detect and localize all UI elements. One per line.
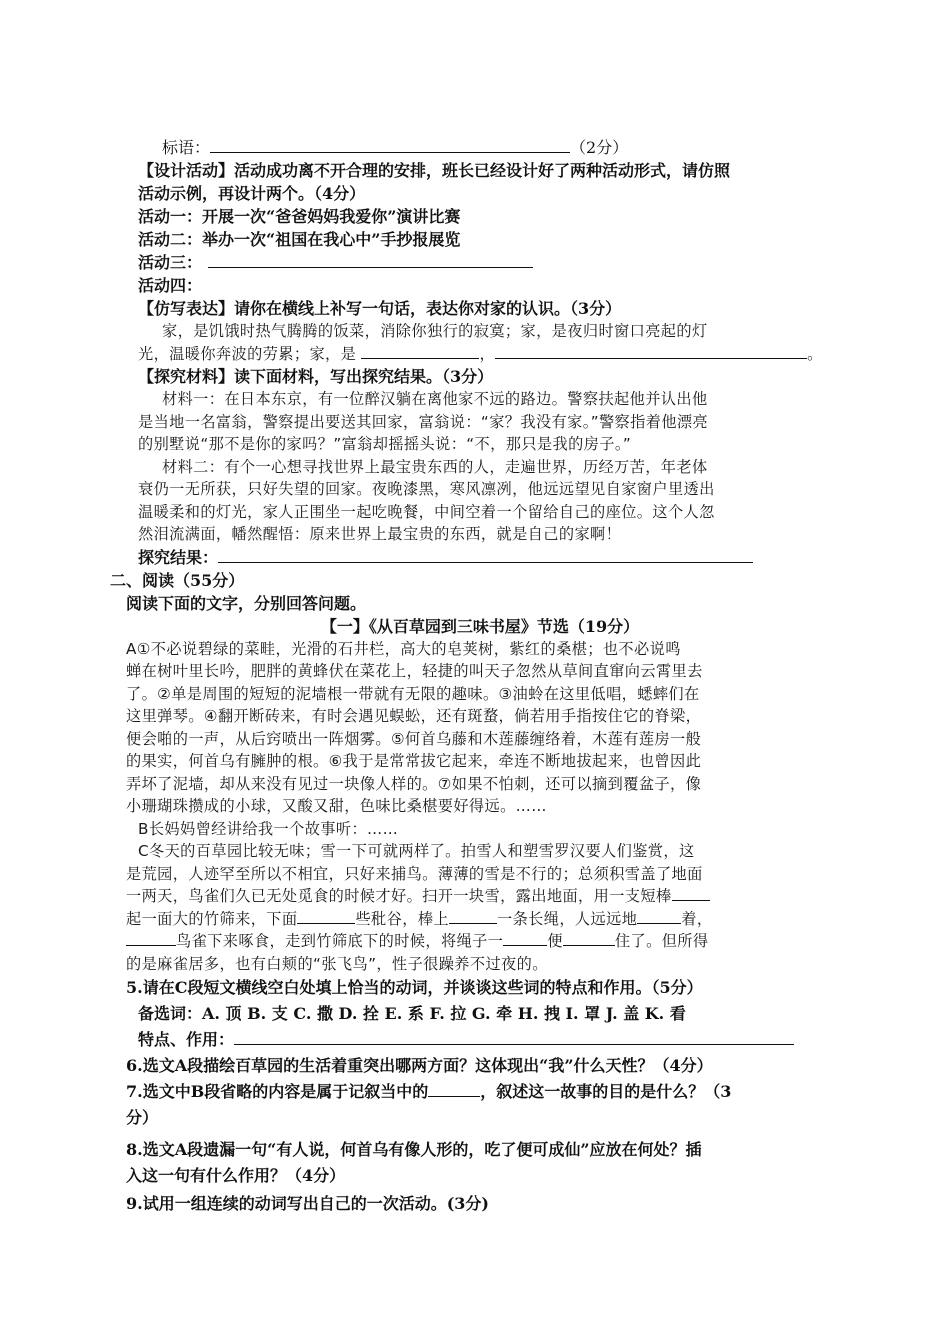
activity-four-line [110, 274, 850, 297]
activity-three-line [110, 251, 850, 274]
question-5-options: 备选词：A. 顶 B. 支 C. 撒 D. 拴 E. 系 F. 拉 G. 牵 H. 拽 I. 罩 J. 盖 K. 看 [138, 1004, 686, 1023]
material-one-line: 材料一：在日本东京，有一位醉汉躺在离他家不远的路边。警察扶起他并认出他 [162, 390, 708, 408]
activity-two: 活动二：举办一次“祖国在我心中”手抄报展览 [138, 230, 461, 249]
paragraph-c [110, 840, 850, 975]
question-7-text: ，叙述这一故事的目的是什么？（3 [480, 1082, 732, 1101]
paragraph-c-text: 住了。但所得 [614, 932, 709, 950]
paragraph-c-line: 的是麻雀居多，也有白颊的“张飞鸟”，性子很躁养不过夜的。 [126, 954, 548, 973]
paragraph-a [110, 638, 850, 818]
paragraph-c-text: 一两天，鸟雀们久已无处觅食的时候才好。扫开一块雪，露出地面，用一支短棒 [126, 887, 672, 905]
paragraph-a-line: 这里弹琴。④翻开断砖来，有时会遇见蜈蚣，还有斑蝥，倘若用手指按住它的脊梁， [126, 707, 702, 725]
paragraph-c-text: 一条长绳，人远远地 [497, 909, 638, 928]
material-two-line: 材料二：有个一心想寻找世界上最宝贵东西的人，走遍世界，历经万苦，年老体 [162, 457, 708, 476]
imitate-text-line-1: 家，是饥饿时热气腾腾的饭菜，消除你独行的寂寞；家，是夜归时窗口亮起的灯 [162, 322, 708, 340]
question-6: 6.选文A段描绘百草园的生活着重突出哪两方面？这体现出“我”什么天性？（4分） [126, 1056, 713, 1075]
question-7-text: 7.选文中B段省略的内容是属于记叙当中的 [126, 1082, 429, 1101]
imitate-period: 。 [807, 344, 823, 363]
question-9: 9.试用一组连续的动词写出自己的一次活动。(3分) [126, 1194, 489, 1213]
activity-three-label: 活动三： [138, 253, 203, 272]
paragraph-c-text: 些秕谷，棒上 [355, 909, 449, 928]
paragraph-a-line: 了。②单是周围的短短的泥墙根一带就有无限的趣味。③油蛉在这里低唱，蟋蟀们在 [126, 684, 700, 703]
imitate-blank-1[interactable] [361, 343, 479, 359]
slogan-blank[interactable] [210, 137, 570, 153]
question-7-blank[interactable] [428, 1081, 480, 1097]
fill-blank-5[interactable] [126, 930, 176, 946]
paragraph-a-line: 便会啪的一声，从后窍喷出一阵烟雾。⑤何首乌藤和木莲藤缠络着，木莲有莲房一般 [126, 729, 702, 748]
paragraph-c-text: 起一面大的竹筛来，下面 [126, 909, 298, 928]
explore-result-blank[interactable] [218, 547, 753, 563]
question-5: 5.请在C段短文横线空白处填上恰当的动词，并谈谈这些词的特点和作用。（5分） [126, 978, 703, 997]
material-two-line: 然泪流满面，幡然醒悟：原来世界上最宝贵的东西，就是自己的家啊！ [138, 525, 622, 543]
fill-blank-4[interactable] [637, 908, 681, 924]
activity-four-label: 活动四： [138, 276, 203, 295]
slogan-label: 标语： [162, 138, 211, 157]
material-two-line: 衰仍一无所获，只好失望的回家。夜晚漆黑，寒风凛冽，他远远望见自家窗户里透出 [138, 480, 715, 498]
questions [110, 975, 850, 1217]
imitate-comma: ， [479, 344, 496, 363]
paragraph-a-line: 蝉在树叶里长吟，肥胖的黄蜂伏在菜花上，轻捷的叫天子忽然从草间直窜向云霄里去 [126, 662, 703, 680]
paragraph-c-text: 鸟雀下来啄食，走到竹筛底下的时候，将绳子一 [176, 932, 504, 950]
design-lead: 【设计活动】活动成功离不开合理的安排，班长已经设计好了两种活动形式，请仿照 [138, 161, 731, 180]
imitate-blank-2[interactable] [495, 343, 807, 359]
paragraph-b [110, 818, 850, 841]
imitate-text-line-2 [110, 343, 850, 366]
material-two [110, 456, 850, 546]
paragraph-c-line: C冬天的百草园比较无味；雪一下可就两样了。拍雪人和塑雪罗汉要人们鉴赏，这 [138, 842, 695, 860]
imitate-text [110, 320, 850, 365]
reading-instruction: 阅读下面的文字，分别回答问题。 [126, 593, 367, 613]
paragraph-a-line: 的果实，何首乌有臃肿的根。⑥我于是常常拔它起来，牵连不断地拔起来，也曾因此 [126, 752, 702, 770]
material-one-line: 的别墅说“那不是你的家吗？”富翁却摇摇头说：“不，那只是我的房子。” [138, 435, 632, 453]
question-5-feature-line [110, 1027, 850, 1053]
paragraph-c-line: 是荒园，人迹罕至所以不相宜，只好来捕鸟。薄薄的雪是不行的；总须积雪盖了地面 [126, 864, 703, 883]
paragraph-c-line [110, 885, 850, 908]
paragraph-a-line: 小珊瑚珠攒成的小球，又酸又甜，色味比桑椹要好得远。…… [126, 797, 547, 815]
material-one [110, 388, 850, 456]
question-5-feature-label: 特点、作用： [138, 1030, 235, 1049]
question-7-line [110, 1079, 850, 1105]
design-lead-2: 活动示例，再设计两个。（4分） [138, 184, 366, 203]
paragraph-c-line [110, 908, 850, 931]
fill-blank-1[interactable] [672, 885, 710, 901]
paragraph-c-line [110, 930, 850, 953]
activity-three-blank[interactable] [208, 252, 533, 268]
paragraph-a-line: A①不必说碧绿的菜畦，光滑的石井栏，高大的皂荚树，紫红的桑椹；也不必说鸣 [126, 639, 681, 658]
fill-blank-7[interactable] [563, 930, 615, 946]
explore-result-label: 探究结果： [138, 547, 219, 567]
question-8: 8.选文A段遗漏一句“有人说，何首乌有像人形的，吃了便可成仙”应放在何处？插 [126, 1140, 702, 1159]
explore-result-line [110, 546, 850, 569]
slogan-line [110, 136, 850, 159]
paragraph-a-line: 弄坏了泥墙，却从来没有见过一块像人样的。⑦如果不怕刺，还可以摘到覆盆子，像 [126, 774, 702, 793]
imitate-lead: 【仿写表达】请你在横线上补写一句话，表达你对家的认识。（3分） [138, 299, 622, 318]
reading-passage-title: 【一】《从百草园到三味书屋》节选（19分） [320, 616, 640, 636]
imitate-prefix: 光，温暖你奔波的劳累；家，是 [138, 344, 357, 363]
fill-blank-6[interactable] [503, 930, 547, 946]
material-one-line: 是当地一名富翁，警察提出要送其回家，富翁说：“家？我没有家。”警察指着他漂亮 [138, 412, 709, 431]
material-two-line: 温暖柔和的灯光，家人正围坐一起吃晚餐，中间空着一个留给自己的座位。这个人忽 [138, 502, 715, 521]
reading-section-title: 二、阅读（55分） [110, 570, 245, 590]
question-5-answer-blank[interactable] [234, 1029, 794, 1045]
paragraph-b-line: B长妈妈曾经讲给我一个故事听：…… [138, 819, 399, 838]
activity-one: 活动一：开展一次“爸爸妈妈我爱你”演讲比赛 [138, 207, 461, 226]
paragraph-c-text: 着， [681, 909, 713, 928]
fill-blank-2[interactable] [297, 908, 355, 924]
question-7-tail: 分） [126, 1108, 159, 1127]
paragraph-c-text: 便 [547, 932, 563, 950]
slogan-score: （2分） [570, 138, 629, 157]
fill-blank-3[interactable] [449, 908, 497, 924]
explore-lead: 【探究材料】读下面材料，写出探究结果。（3分） [138, 367, 494, 386]
question-8-tail: 入这一句有什么作用？（4分） [126, 1166, 346, 1185]
